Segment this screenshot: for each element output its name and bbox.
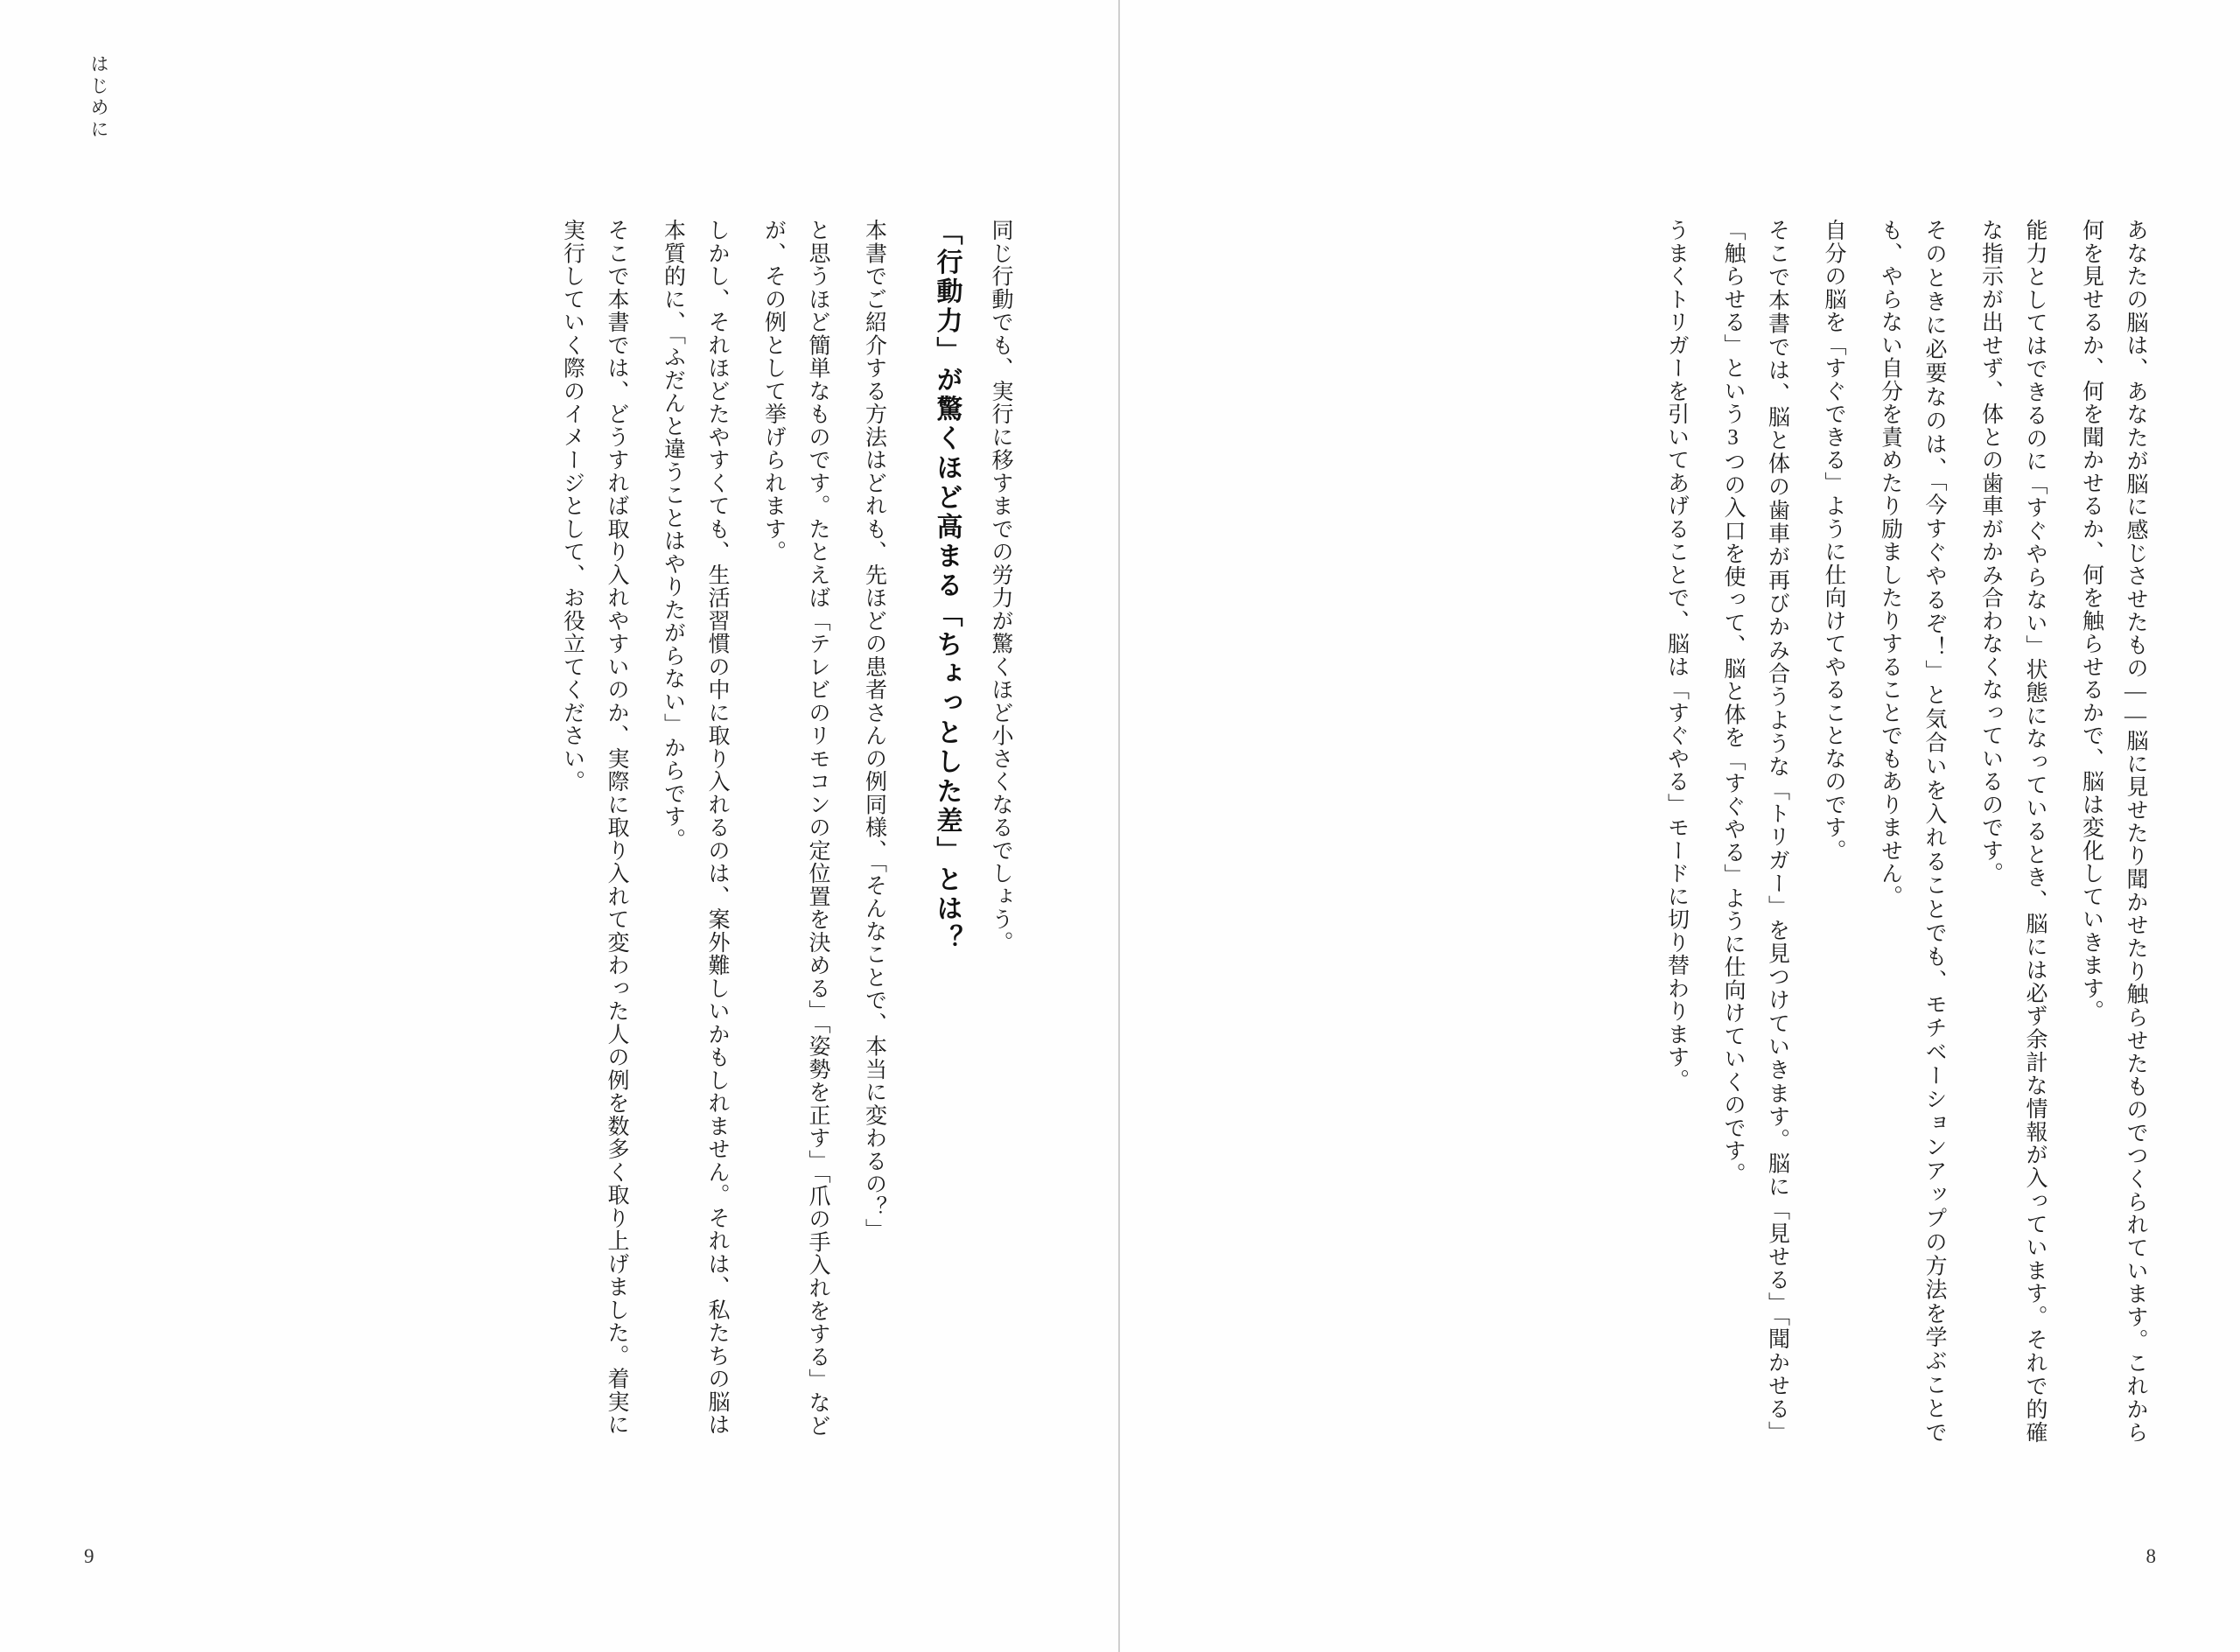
paragraph: 本書でご紹介する方法はどれも、先ほどの患者さんの例同様、「そんなことで、本当に変わるの？」 — [862, 219, 886, 1242]
paragraph: そこで本書では、脳と体の歯車が再びかみ合うような「トリガー」を見つけていきます。脳に「見せる」「聞かせる」「触らせる」という3つの入口を使って、脳と体を「すぐやる」ように仕向けていくのです。 — [1721, 219, 1789, 1444]
right-page — [1120, 0, 2240, 1652]
page-number: 9 — [84, 1545, 94, 1567]
paragraph: 自分の脳を「すぐできる」ように仕向けてやることなのです。 — [1822, 219, 1845, 862]
paragraph: しかし、それほどたやすくても、生活習慣の中に取り入れるのは、案外難しいかもしれません。それは、私たちの脳は本質的に、「ふだんと違うことはやりたがらない」からです。 — [661, 219, 729, 1437]
lead-paragraph: 同じ行動でも、実行に移すまでの労力が驚くほど小さくなるでしょう。 — [989, 219, 1012, 954]
paragraph: そこで本書では、どうすれば取り入れやすいのか、実際に取り入れて変わった人の例を数多く取り上げました。着実に実行していく際のイメージとして、お役立てください。 — [560, 219, 628, 1437]
paragraph: そのときに必要なのは、「今すぐやるぞ！」と気合いを入れることでも、モチベーションアップの方法を学ぶことでも、やらない自分を責めたり励ましたりすることでもありません。 — [1878, 219, 1946, 1445]
paragraph: 能力としてはできるのに「すぐやらない」状態になっているとき、脳には必ず余計な情報が入っています。それで的確な指示が出せず、体との歯車がかみ合わなくなっているのです。 — [1978, 219, 2047, 1444]
running-head: はじめに — [88, 54, 109, 142]
section-heading: 「行動力」が驚くほど高まる「ちょっとした差」とは？ — [931, 219, 962, 954]
paragraph: うまくトリガーを引いてあげることで、脳は「すぐやる」モードに切り替わります。 — [1664, 219, 1689, 1092]
left-page-body — [537, 219, 1022, 1444]
paragraph: あなたの脳は、あなたが脳に感じさせたもの――脳に見せたり聞かせたり触らせたものでつくられています。これから何を見せるか、何を聞かせるか、何を触らせるかで、脳は変化していきます。 — [2079, 219, 2147, 1445]
page-number: 8 — [2146, 1545, 2156, 1567]
right-page-body — [1642, 219, 2157, 1444]
paragraph: と思うほど簡単なものです。たとえば「テレビのリモコンの定位置を決める」「姿勢を正す」「爪の手入れをする」などが、その例として挙げられます。 — [761, 219, 830, 1438]
